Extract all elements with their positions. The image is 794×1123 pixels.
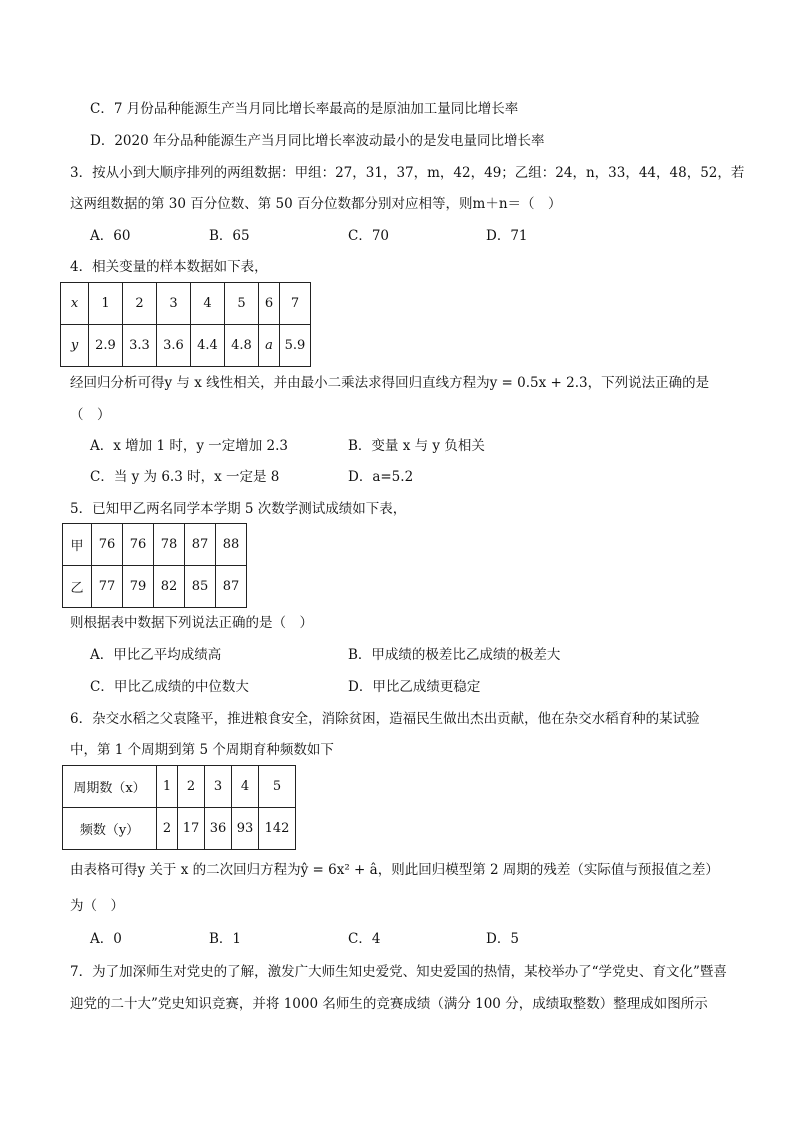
q6-option-a: A．0 — [90, 931, 122, 947]
q4-cell: 4 — [191, 283, 225, 325]
q2-option-d: D．2020 年分品种能源生产当月同比增长率波动最小的是发电量同比增长率 — [90, 133, 545, 149]
q5-cell: 88 — [216, 524, 247, 566]
q7-stem-line2: 迎党的二十大”党史知识竞赛，并将 1000 名师生的竞赛成绩（满分 100 分，成绩取整数）整理成如图所示 — [70, 996, 708, 1012]
q4-cell: 3.3 — [123, 325, 157, 367]
q5-cell-label: 乙 — [63, 566, 92, 608]
q7-stem-line1: 7．为了加深师生对党史的了解，激发广大师生知史爱党、知史爱国的热情，某校举办了“学党史、育文化”暨喜 — [70, 964, 727, 980]
q5-cell: 76 — [92, 524, 123, 566]
q4-cell-x-label: x — [70, 296, 79, 311]
q6-table-row-y — [63, 808, 296, 850]
q5-option-d: D．甲比乙成绩更稳定 — [348, 679, 481, 695]
q3-stem-line2: 这两组数据的第 30 百分位数、第 50 百分位数都分别对应相等，则m＋n＝（ ） — [70, 196, 562, 212]
q4-cell: 4.4 — [191, 325, 225, 367]
q5-cell: 77 — [92, 566, 123, 608]
q2-option-c: C．7 月份品种能源生产当月同比增长率最高的是原油加工量同比增长率 — [90, 101, 519, 117]
q6-text-line1: 由表格可得y 关于 x 的二次回归方程为ŷ = 6x² + â，则此回归模型第 2 周期的残差（实际值与预报值之差） — [70, 862, 719, 878]
q6-cell: 36 — [205, 808, 232, 850]
q4-table-row-y — [61, 325, 311, 367]
q3-stem-line1: 3．按从小到大顺序排列的两组数据：甲组：27，31，37，m，42，49；乙组：24，n，33，44，48，52，若 — [70, 165, 745, 181]
q4-cell-a: a — [265, 338, 273, 353]
q6-cell: 5 — [259, 766, 296, 808]
q6-stem-line2: 中，第 1 个周期到第 5 个周期育种频数如下 — [70, 742, 334, 758]
q3-option-a: A．60 — [90, 228, 131, 244]
q4-cell: 3 — [157, 283, 191, 325]
q6-table-row-x — [63, 766, 296, 808]
q6-option-c: C．4 — [348, 931, 381, 947]
q4-cell: 4.8 — [225, 325, 259, 367]
q6-option-b: B．1 — [209, 931, 242, 947]
q6-text-line2: 为（ ） — [70, 898, 124, 914]
q5-table-row-jia — [63, 524, 247, 566]
q5-option-b: B．甲成绩的极差比乙成绩的极差大 — [348, 647, 561, 663]
q4-text-line2: （ ） — [70, 407, 111, 423]
q4-cell: 5.9 — [280, 325, 311, 367]
q3-option-b: B．65 — [209, 228, 250, 244]
q4-option-c: C．当 y 为 6.3 时，x 一定是 8 — [90, 469, 280, 485]
q5-option-a: A．甲比乙平均成绩高 — [90, 647, 222, 663]
q5-cell: 78 — [154, 524, 185, 566]
q6-cell: 3 — [205, 766, 232, 808]
q6-cell: 4 — [232, 766, 259, 808]
q5-cell: 87 — [185, 524, 216, 566]
q5-cell: 76 — [123, 524, 154, 566]
q3-option-d: D．71 — [486, 228, 528, 244]
q4-table-row-x — [61, 283, 311, 325]
q5-cell: 79 — [123, 566, 154, 608]
q6-cell: 1 — [157, 766, 178, 808]
q4-option-d: D．a=5.2 — [348, 469, 414, 485]
q5-cell-label: 甲 — [63, 524, 92, 566]
q6-frequency-table — [62, 765, 296, 850]
q4-cell: 6 — [259, 283, 280, 325]
q4-text-line1: 经回归分析可得y 与 x 线性相关，并由最小二乘法求得回归直线方程为y = 0.5x + 2.3，下列说法正确的是 — [70, 375, 710, 391]
q5-cell: 82 — [154, 566, 185, 608]
q4-option-a: A．x 增加 1 时，y 一定增加 2.3 — [90, 438, 289, 454]
q5-score-table — [62, 523, 247, 608]
q4-cell: 7 — [280, 283, 311, 325]
q5-option-c: C．甲比乙成绩的中位数大 — [90, 679, 249, 695]
q4-intro: 4．相关变量的样本数据如下表， — [70, 259, 268, 275]
q5-cell: 87 — [216, 566, 247, 608]
q5-table-row-yi — [63, 566, 247, 608]
q5-question: 则根据表中数据下列说法正确的是（ ） — [70, 615, 313, 631]
q6-cell-label: 周期数（x） — [63, 766, 157, 808]
q4-data-table — [60, 282, 311, 367]
q4-cell: 2 — [123, 283, 157, 325]
q5-intro: 5．已知甲乙两名同学本学期 5 次数学测试成绩如下表， — [70, 501, 407, 517]
q6-cell: 2 — [157, 808, 178, 850]
q4-cell-y-label: y — [70, 338, 79, 353]
q5-cell: 85 — [185, 566, 216, 608]
q4-cell: 1 — [89, 283, 123, 325]
q4-cell: 3.6 — [157, 325, 191, 367]
q6-cell: 142 — [259, 808, 296, 850]
q6-cell-label: 频数（y） — [63, 808, 157, 850]
q6-cell: 93 — [232, 808, 259, 850]
q4-option-b: B．变量 x 与 y 负相关 — [348, 438, 485, 454]
q6-cell: 17 — [178, 808, 205, 850]
q4-cell: 5 — [225, 283, 259, 325]
q4-cell: 2.9 — [89, 325, 123, 367]
q3-option-c: C．70 — [348, 228, 390, 244]
q6-stem-line1: 6．杂交水稻之父袁隆平，推进粮食安全，消除贫困，造福民生做出杰出贡献，他在杂交水稻育种的某试验 — [70, 711, 700, 727]
q6-option-d: D．5 — [486, 931, 519, 947]
q6-cell: 2 — [178, 766, 205, 808]
